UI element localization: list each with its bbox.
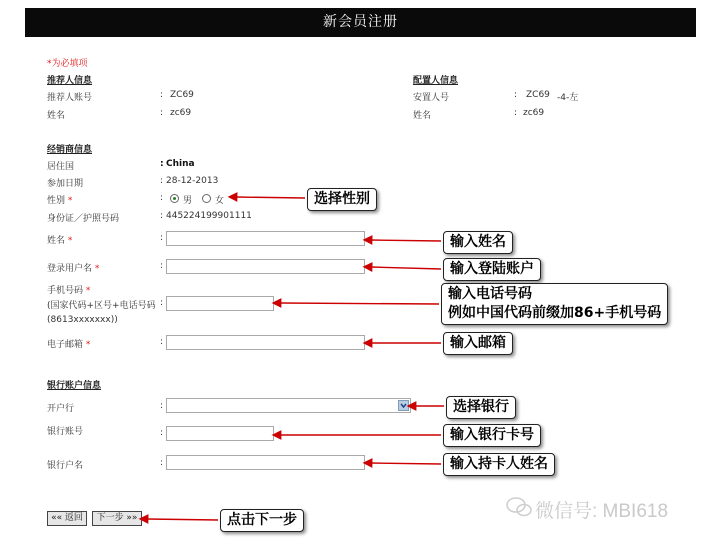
wechat-icon	[505, 496, 533, 521]
id-label: 身份证／护照号码	[47, 214, 120, 224]
placement-account-value: ZC69	[526, 90, 550, 100]
bank-section-title: 银行账户信息	[47, 381, 102, 391]
colon: :	[514, 90, 518, 100]
phone-label: 手机号码 *	[47, 286, 91, 296]
sponsor-section-title: 推荐人信息	[47, 76, 93, 86]
sponsor-account-value: ZC69	[170, 90, 194, 100]
watermark-text: 微信号: MBI618	[535, 501, 669, 522]
colon: :	[160, 90, 164, 100]
callout-next: 点击下一步	[220, 509, 304, 532]
colon: :	[514, 108, 518, 118]
bank-account-label: 银行账号	[47, 427, 84, 437]
required-note: *为必填项	[47, 59, 88, 69]
phone-hint: (国家代码+区号+电话号码	[47, 301, 156, 311]
sponsor-name-label: 姓名	[47, 111, 66, 121]
id-value: 445224199901111	[166, 211, 252, 221]
colon: :	[160, 337, 164, 347]
colon: :	[160, 108, 164, 118]
placement-account-suffix: -4-左	[557, 93, 579, 103]
arrow-holder	[371, 463, 441, 464]
callout-email: 输入邮箱	[443, 332, 513, 355]
sponsor-name-value: zc69	[170, 108, 192, 118]
callout-username: 输入登陆账户	[443, 258, 541, 281]
next-button[interactable]: 下一步 »»	[92, 511, 142, 526]
sponsor-account-label: 推荐人账号	[47, 93, 93, 103]
email-label: 电子邮箱 *	[47, 340, 91, 350]
colon: :	[160, 428, 164, 438]
callout-phone-line1: 输入电话号码	[448, 286, 532, 302]
phone-hint: (8613xxxxxxx))	[47, 315, 118, 325]
page-header: 新会员注册	[25, 8, 696, 37]
colon: :	[160, 193, 164, 203]
country-value: China	[166, 159, 195, 169]
country-label: 居住国	[47, 162, 75, 172]
join-date-label: 参加日期	[47, 179, 84, 189]
username-label: 登录用户名 *	[47, 264, 100, 274]
placement-name-value: zc69	[523, 108, 545, 118]
colon: :	[160, 233, 164, 243]
placement-section-title: 配置人信息	[413, 76, 459, 86]
colon: :	[160, 261, 164, 271]
colon: :	[160, 401, 164, 411]
placement-account-label: 安置人号	[413, 93, 450, 103]
arrow-next	[147, 519, 218, 520]
colon: :	[160, 159, 164, 169]
arrow-name	[371, 240, 441, 241]
placement-name-label: 姓名	[413, 111, 432, 121]
arrow-gender	[236, 197, 305, 198]
colon: :	[160, 211, 164, 221]
distributor-section-title: 经销商信息	[47, 145, 93, 155]
back-button[interactable]: «« 返回	[47, 511, 87, 526]
arrow-phone	[280, 303, 439, 304]
bank-label: 开户行	[47, 404, 75, 414]
join-date-value: 28-12-2013	[166, 176, 219, 186]
colon: :	[160, 176, 164, 186]
colon: :	[160, 458, 164, 468]
name-label: 姓名 *	[47, 236, 73, 246]
gender-label: 性别 *	[47, 196, 73, 206]
callout-bank-card: 输入银行卡号	[443, 424, 541, 447]
callout-name: 输入姓名	[443, 231, 513, 254]
callout-holder: 输入持卡人姓名	[443, 453, 555, 476]
arrow-username	[371, 267, 441, 269]
callout-phone-line2: 例如中国代码前缀加86+手机号码	[448, 305, 662, 321]
colon: :	[160, 298, 164, 308]
callout-phone	[441, 283, 668, 325]
callout-gender: 选择性别	[307, 188, 377, 211]
gender-female-label: 女	[215, 196, 225, 206]
gender-male-label: 男	[183, 196, 193, 206]
account-holder-label: 银行户名	[47, 461, 84, 471]
callout-bank: 选择银行	[446, 396, 516, 419]
